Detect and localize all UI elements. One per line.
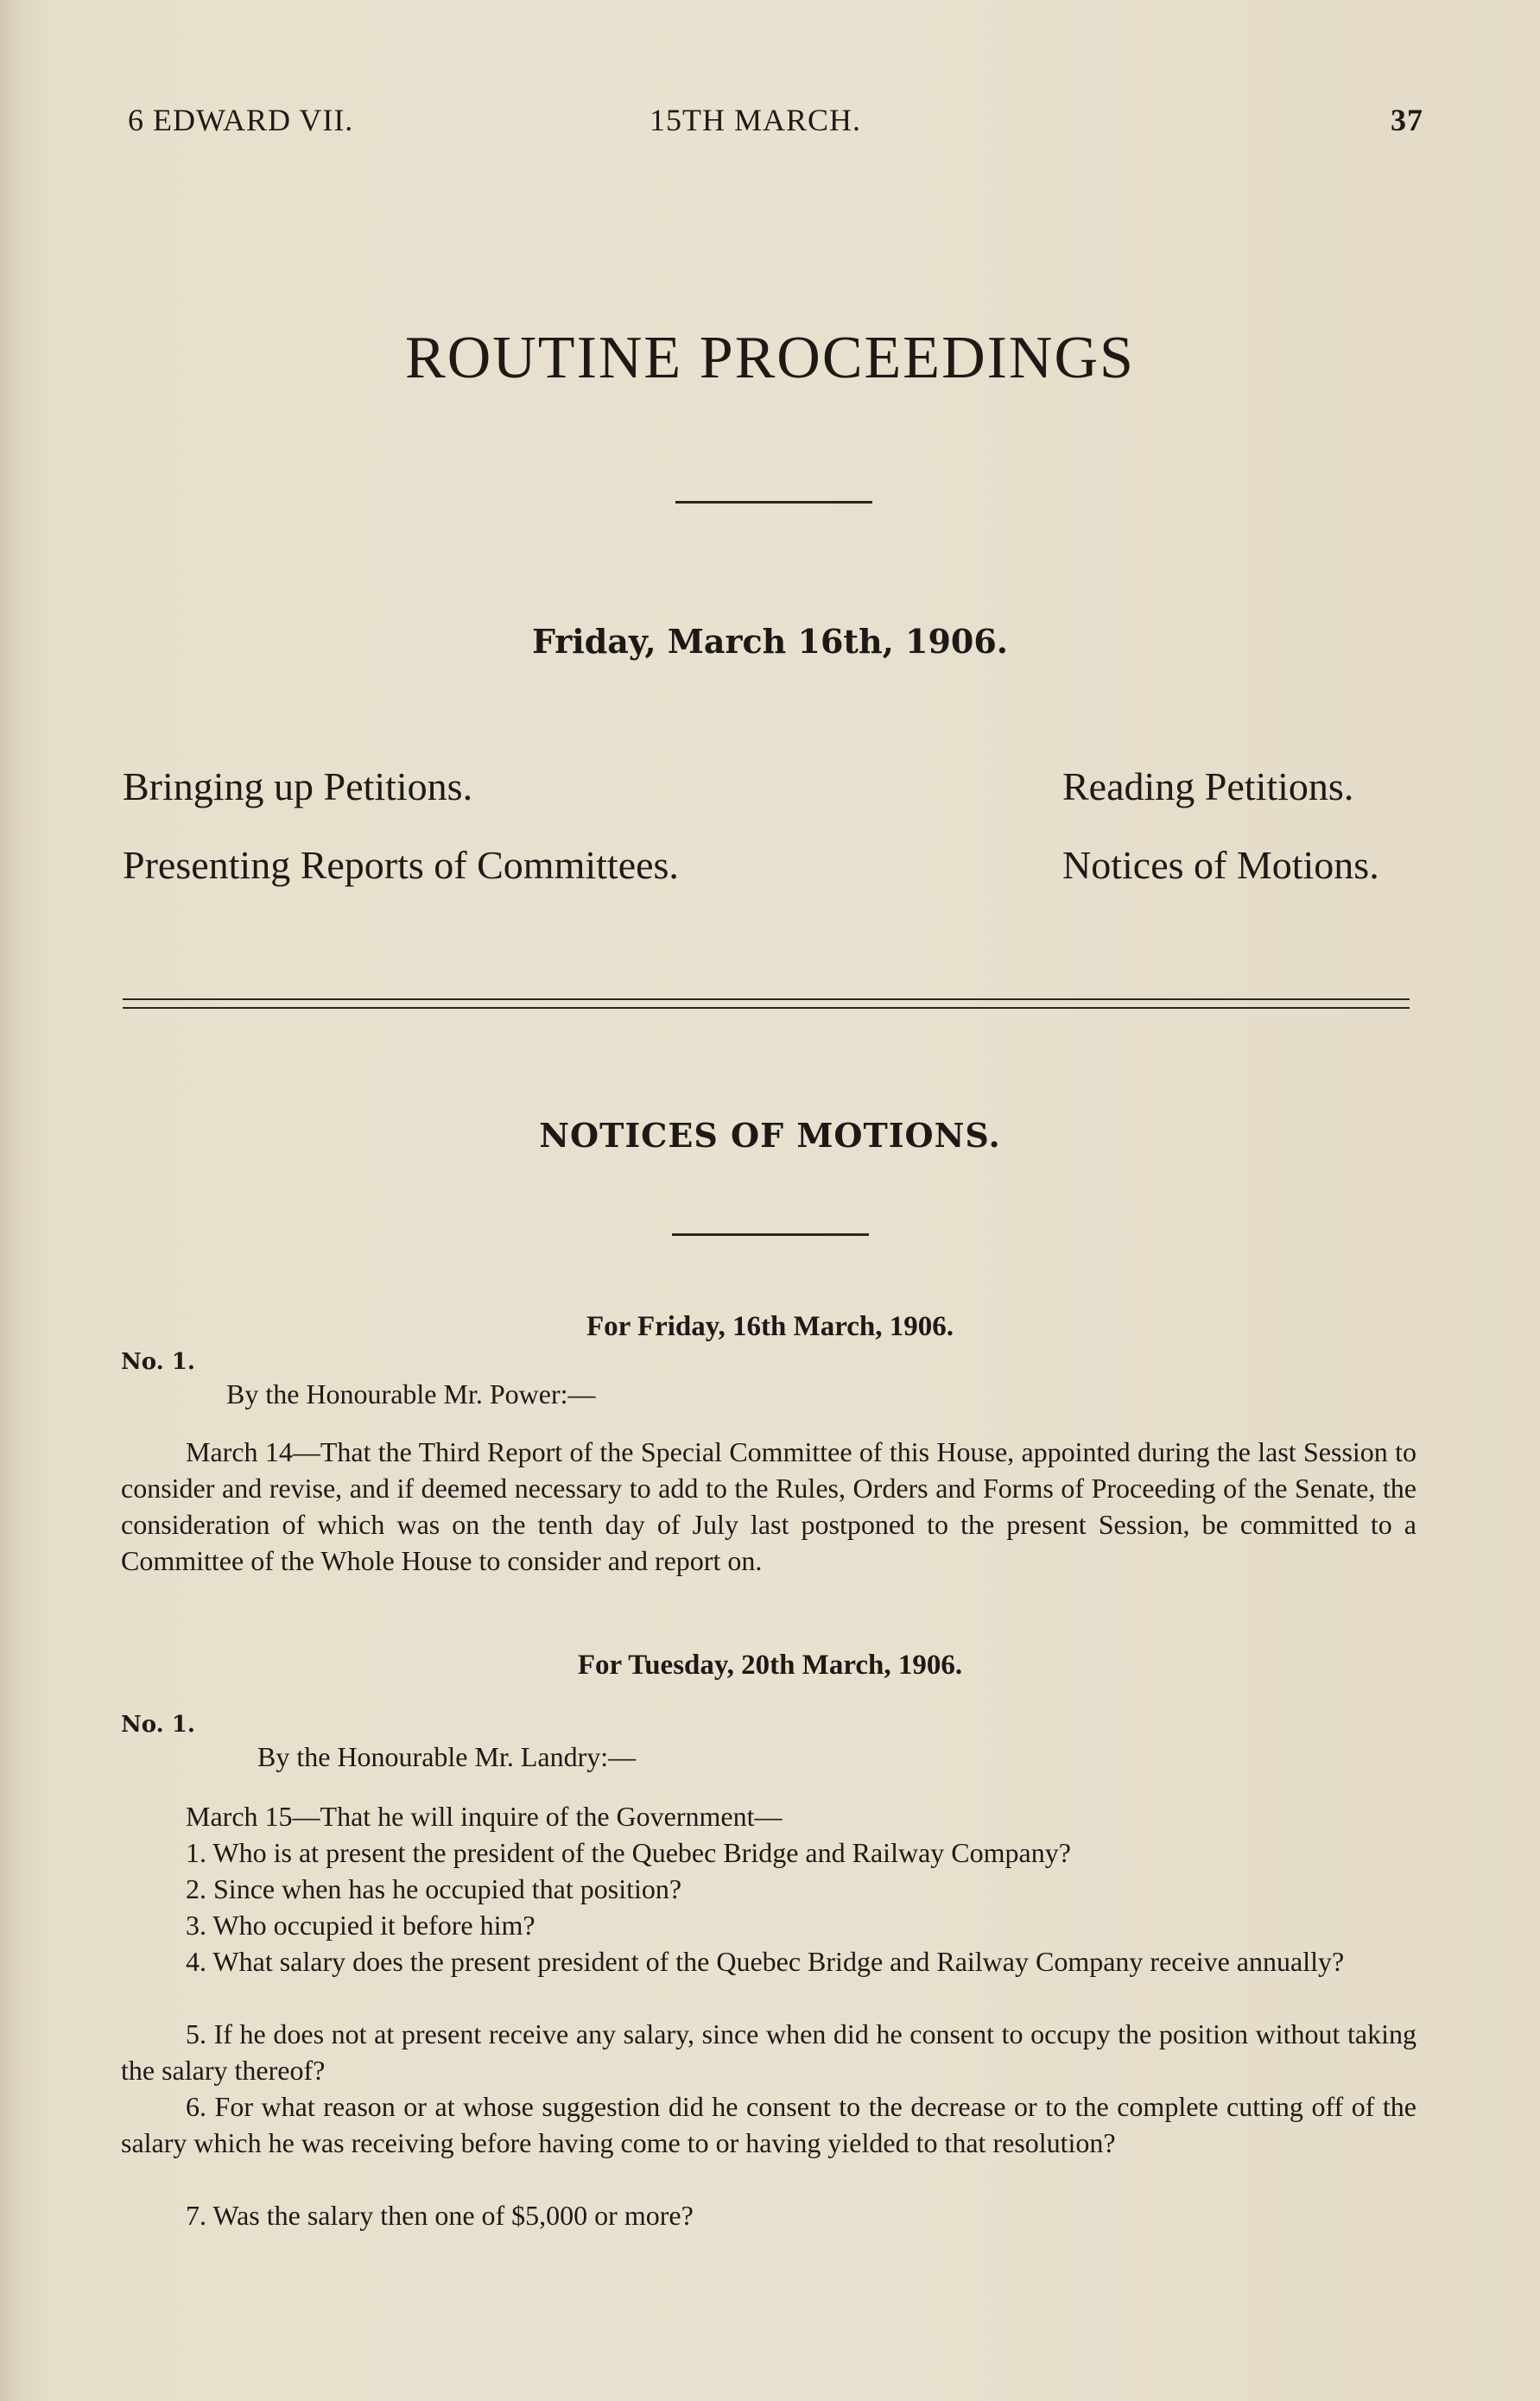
motion-text: March 14—That the Third Report of the Special Committee of this House, appointed during the last Session to consider and revise, and if deemed necessary to add to the Rules, Orders and Forms of Proceeding of the Senate, the consideration of which was on the tenth day of July last postponed to the present Session, be committed to a Committee of the Whole House to consider and report on. [121, 1436, 1416, 1576]
routine-item-bringing-up-petitions: Bringing up Petitions. [123, 764, 473, 808]
page-title: ROUTINE PROCEEDINGS [405, 325, 1135, 391]
motion-mover: By the Honourable Mr. Power:— [226, 1378, 596, 1410]
motion-number: No. 1. [121, 1349, 195, 1375]
section-heading-tuesday: For Tuesday, 20th March, 1906. [577, 1650, 963, 1681]
question-7: 7. Was the salary then one of $5,000 or more? [186, 2200, 694, 2231]
routine-item-reading-petitions: Reading Petitions. [1062, 764, 1354, 808]
question-1: 1. Who is at present the president of the Quebec Bridge and Railway Company? [186, 1837, 1071, 1868]
running-header-left: 6 EDWARD VII. [128, 103, 354, 137]
notices-rule [672, 1233, 869, 1236]
motion-intro: March 15—That he will inquire of the Government— [186, 1801, 783, 1832]
question-3: 3. Who occupied it before him? [186, 1910, 536, 1941]
title-rule [675, 501, 872, 504]
page-number: 37 [1391, 103, 1423, 137]
running-header-date: 15TH MARCH. [650, 103, 862, 137]
section-title-notices: NOTICES OF MOTIONS. [539, 1116, 1001, 1155]
motion-mover: By the Honourable Mr. Landry:— [257, 1741, 637, 1772]
question-4: 4. What salary does the present president of the Quebec Bridge and Railway Company receive annually? [186, 1946, 1345, 1977]
question-2: 2. Since when has he occupied that position? [186, 1873, 682, 1904]
motion-number: No. 1. [121, 1712, 195, 1738]
routine-item-presenting-reports: Presenting Reports of Committees. [123, 843, 679, 887]
sitting-date: Friday, March 16th, 1906. [531, 622, 1009, 661]
question-5: 5. If he does not at present receive any salary, since when did he consent to occupy the position without taking the salary thereof? [121, 2018, 1416, 2086]
double-rule-top [123, 998, 1410, 1000]
double-rule-bottom [123, 1007, 1410, 1009]
section-heading-friday: For Friday, 16th March, 1906. [586, 1311, 954, 1342]
routine-item-notices-of-motions: Notices of Motions. [1062, 843, 1379, 887]
question-6: 6. For what reason or at whose suggestion did he consent to the decrease or to the complete cutting off of the salary which he was receiving before having come to or having yielded to that resolution? [121, 2091, 1416, 2158]
